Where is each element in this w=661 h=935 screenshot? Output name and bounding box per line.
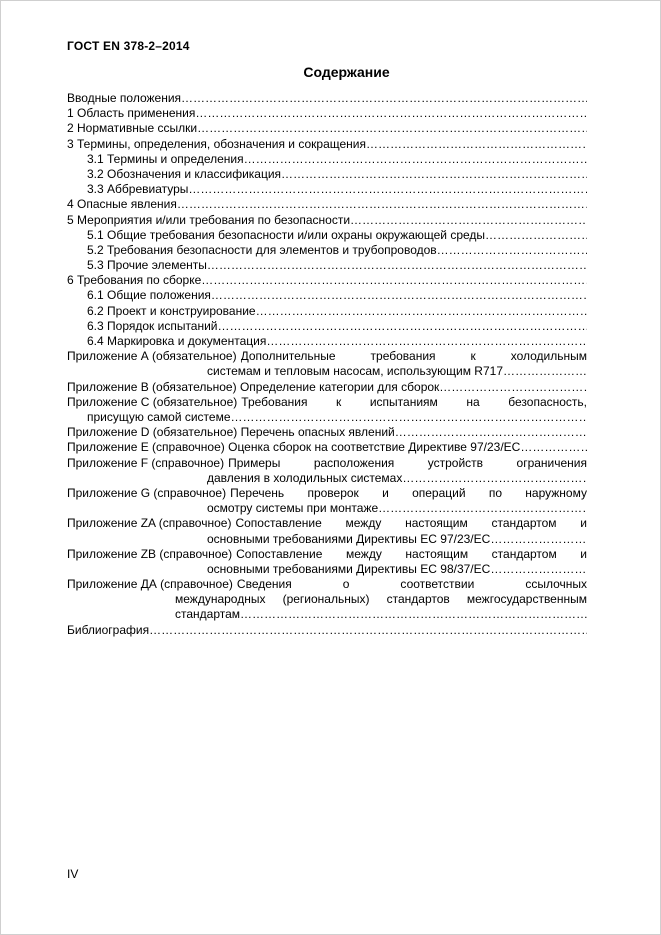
- leader-dots: [490, 562, 587, 577]
- annex-title-line: Сопоставление между настоящим стандартом и: [235, 516, 587, 531]
- leader-dots: [231, 410, 587, 425]
- leader-dots: [520, 440, 587, 455]
- leader-dots: [395, 425, 587, 440]
- leader-dots: [207, 258, 587, 273]
- toc-entry-label: 2 Нормативные ссылки: [67, 121, 198, 136]
- toc-entry-label: Приложение Е (справочное) Оценка сборок на соответствие Директиве 97/23/ЕС: [67, 440, 521, 455]
- annex-lead: Приложение F (справочное): [67, 455, 225, 470]
- leader-dots: [503, 364, 587, 379]
- toc-annex-a[interactable]: [67, 349, 587, 379]
- table-of-contents: [67, 91, 587, 638]
- toc-annex-g[interactable]: [67, 486, 587, 516]
- toc-subentry[interactable]: [67, 319, 587, 334]
- annex-lead: Приложение G (справочное): [67, 485, 227, 500]
- annex-lead: Приложение ZB (справочное): [67, 546, 233, 561]
- leader-dots: [240, 607, 587, 622]
- toc-annex-da[interactable]: [67, 577, 587, 623]
- toc-annex-b[interactable]: [67, 380, 587, 395]
- toc-entry[interactable]: [67, 121, 587, 136]
- toc-entry-label: 4 Опасные явления: [67, 197, 177, 212]
- toc-entry[interactable]: [67, 137, 587, 152]
- toc-subentry[interactable]: [67, 288, 587, 303]
- toc-subentry[interactable]: [67, 228, 587, 243]
- annex-title-line: Примеры расположения устройств ограничения: [228, 455, 587, 470]
- leader-dots: [218, 319, 587, 334]
- page-number: IV: [67, 867, 79, 881]
- leader-dots: [244, 152, 587, 167]
- toc-entry[interactable]: [67, 91, 587, 106]
- toc-entry[interactable]: [67, 213, 587, 228]
- toc-entry-label: 3 Термины, определения, обозначения и сокращения: [67, 136, 366, 151]
- toc-entry-label: 5 Мероприятия и/или требования по безопасности: [67, 212, 351, 227]
- toc-entry-label: Библиография: [67, 622, 150, 637]
- toc-entry-label: 3.1 Термины и определения: [87, 151, 244, 166]
- toc-subentry[interactable]: [67, 243, 587, 258]
- leader-dots: [402, 471, 587, 486]
- toc-entry-label: 5.3 Прочие элементы: [87, 258, 207, 273]
- toc-annex-c[interactable]: [67, 395, 587, 425]
- annex-lead: Приложение С (обязательное): [67, 394, 238, 409]
- toc-entry-label: 6.1 Общие положения: [87, 288, 211, 303]
- toc-entry-label: Вводные положения: [67, 91, 182, 105]
- annex-title-line: Требования к испытаниям на безопасность,: [241, 394, 587, 409]
- leader-dots: [195, 106, 587, 121]
- toc-annex-d[interactable]: [67, 425, 587, 440]
- leader-dots: [439, 380, 587, 395]
- leader-dots: [266, 334, 587, 349]
- toc-entry-label: 5.1 Общие требования безопасности и/или охраны окружающей среды: [87, 227, 486, 242]
- toc-entry-label: Приложение В (обязательное) Определение категории для сборок: [67, 379, 440, 394]
- annex-title-line: стандартам: [175, 607, 241, 622]
- page-title-text: Содержание: [303, 64, 390, 80]
- toc-subentry[interactable]: [67, 152, 587, 167]
- toc-entry-label: 6.3 Порядок испытаний: [87, 318, 218, 333]
- annex-title-line: международных (региональных) стандартов межгосударственным: [175, 592, 587, 607]
- annex-title-line: Дополнительные требования к холодильным: [240, 349, 587, 364]
- annex-lead: Приложение ZA (справочное): [67, 516, 232, 531]
- annex-title-line: давления в холодильных системах: [207, 470, 403, 485]
- leader-dots: [149, 623, 587, 638]
- toc-subentry[interactable]: [67, 334, 587, 349]
- toc-entry-label: 6 Требования по сборке: [67, 273, 202, 288]
- leader-dots: [490, 532, 587, 547]
- leader-dots: [211, 288, 587, 303]
- leader-dots: [437, 243, 587, 258]
- leader-dots: [177, 197, 587, 212]
- toc-entry-label: 1 Область применения: [67, 106, 196, 121]
- leader-dots: [366, 137, 587, 152]
- annex-title-line: основными требованиями Директивы ЕС 98/37/ЕС: [207, 561, 491, 576]
- leader-dots: [197, 121, 587, 136]
- toc-subentry[interactable]: [67, 167, 587, 182]
- toc-entry-label: 6.4 Маркировка и документация: [87, 334, 267, 348]
- toc-entry[interactable]: [67, 106, 587, 121]
- leader-dots: [201, 273, 587, 288]
- annex-title-line: Перечень проверок и операций по наружному: [230, 485, 587, 500]
- leader-dots: [485, 228, 587, 243]
- toc-subentry[interactable]: [67, 182, 587, 197]
- leader-dots: [181, 91, 587, 106]
- annex-title-line: системам и тепловым насосам, использующим R717: [207, 364, 503, 379]
- annex-title-line: присущую самой системе: [87, 409, 231, 424]
- toc-entry-label: 5.2 Требования безопасности для элементов и трубопроводов: [87, 242, 437, 257]
- leader-dots: [256, 304, 587, 319]
- toc-bibliography[interactable]: [67, 623, 587, 638]
- toc-annex-e[interactable]: [67, 440, 587, 455]
- leader-dots: [350, 213, 587, 228]
- toc-entry[interactable]: [67, 197, 587, 212]
- toc-entry-label: 3.2 Обозначения и классификация: [87, 166, 282, 181]
- toc-entry[interactable]: [67, 273, 587, 288]
- toc-entry-label: 3.3 Аббревиатуры: [87, 182, 189, 197]
- toc-entry-label: Приложение D (обязательное) Перечень опасных явлений: [67, 425, 395, 440]
- leader-dots: [378, 501, 587, 516]
- leader-dots: [281, 167, 587, 182]
- toc-annex-za[interactable]: [67, 516, 587, 546]
- annex-title-line: Сведения о соответствии ссылочных: [236, 577, 587, 592]
- toc-subentry[interactable]: [67, 304, 587, 319]
- annex-lead: Приложение ДА (справочное): [67, 577, 233, 592]
- leader-dots: [188, 182, 587, 197]
- annex-lead: Приложение А (обязательное): [67, 349, 237, 364]
- toc-annex-f[interactable]: [67, 456, 587, 486]
- toc-annex-zb[interactable]: [67, 547, 587, 577]
- toc-entry-label: 6.2 Проект и конструирование: [87, 303, 256, 318]
- annex-title-line: осмотру системы при монтаже: [207, 501, 379, 516]
- page-title: [1, 64, 660, 80]
- toc-subentry[interactable]: [67, 258, 587, 273]
- annex-title-line: основными требованиями Директивы ЕС 97/23/ЕС: [207, 531, 491, 546]
- document-id: ГОСТ EN 378-2–2014: [67, 39, 190, 53]
- annex-title-line: Сопоставление между настоящим стандартом и: [236, 546, 587, 561]
